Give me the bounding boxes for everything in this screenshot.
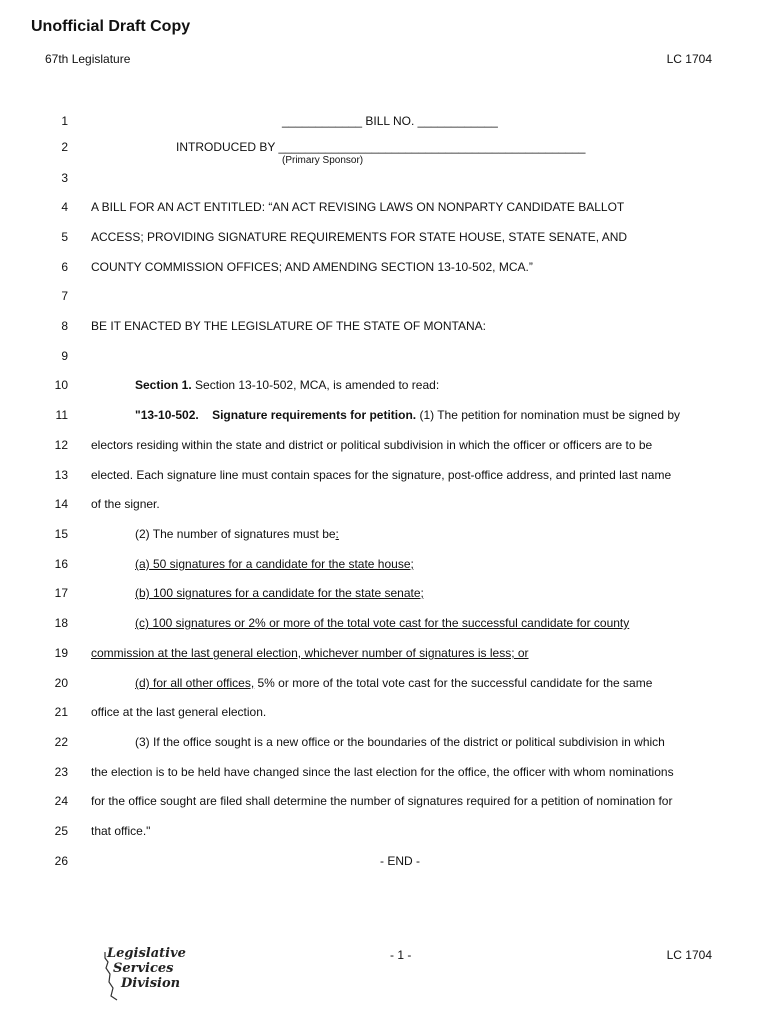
line-number: 13 bbox=[54, 468, 68, 482]
lc-number-header: LC 1704 bbox=[666, 52, 712, 66]
line-number: 24 bbox=[54, 794, 68, 808]
line-number: 20 bbox=[54, 676, 68, 690]
line-number: 1 bbox=[61, 114, 68, 128]
legislative-services-logo bbox=[97, 946, 187, 1002]
line-number: 9 bbox=[61, 349, 68, 363]
bill-title-line: COUNTY COMMISSION OFFICES; AND AMENDING SECTION 13-10-502, MCA.” bbox=[91, 260, 533, 274]
inserted-text-line: commission at the last general election, whichever number of signatures is less; or bbox=[91, 646, 529, 660]
logo-line: Division bbox=[121, 976, 181, 991]
inserted-text-line: (b) 100 signatures for a candidate for the state senate; bbox=[135, 586, 424, 600]
legislature-label: 67th Legislature bbox=[45, 52, 131, 66]
statute-line: electors residing within the state and district or political subdivision in which the officer or officers are to be bbox=[91, 438, 653, 452]
statute-line: that office." bbox=[91, 824, 151, 838]
primary-sponsor-caption: (Primary Sponsor) bbox=[282, 155, 364, 166]
section-heading bbox=[135, 378, 439, 392]
line-number: 18 bbox=[54, 616, 68, 630]
statute-text: 5% or more of the total vote cast for the successful candidate for the same bbox=[254, 676, 653, 690]
statute-line: office at the last general election. bbox=[91, 705, 267, 719]
line-number: 25 bbox=[54, 824, 68, 838]
statute-line: (3) If the office sought is a new office or the boundaries of the district or political subdivision in which bbox=[135, 735, 665, 749]
inserted-colon: : bbox=[335, 527, 339, 541]
statute-line: of the signer. bbox=[91, 497, 160, 511]
introduced-by-line: INTRODUCED BY ______________________________________________ bbox=[176, 140, 586, 154]
line-number: 21 bbox=[54, 705, 68, 719]
bill-title-line: ACCESS; PROVIDING SIGNATURE REQUIREMENTS FOR STATE HOUSE, STATE SENATE, AND bbox=[91, 230, 628, 244]
line-number: 12 bbox=[54, 438, 68, 452]
bill-title-line: A BILL FOR AN ACT ENTITLED: “AN ACT REVISING LAWS ON NONPARTY CANDIDATE BALLOT bbox=[91, 200, 625, 214]
line-number: 19 bbox=[54, 646, 68, 660]
line-number: 3 bbox=[61, 171, 68, 185]
line-number: 6 bbox=[61, 260, 68, 274]
statute-line bbox=[135, 408, 680, 422]
section-label: Section 1. bbox=[135, 378, 192, 392]
subsection-2-text: (2) The number of signatures must be bbox=[135, 527, 336, 541]
line-number: 8 bbox=[61, 319, 68, 333]
statute-line: for the office sought are filed shall determine the number of signatures required for a petition of nomination for bbox=[91, 794, 673, 808]
line-number: 15 bbox=[54, 527, 68, 541]
line-number: 10 bbox=[54, 378, 68, 392]
statute-line: the election is to be held have changed since the last election for the office, the officer with whom nominations bbox=[91, 765, 674, 779]
line-number: 16 bbox=[54, 557, 68, 571]
line-number: 14 bbox=[54, 497, 68, 511]
statute-code: "13-10-502. bbox=[135, 408, 199, 422]
inserted-text-line: (c) 100 signatures or 2% or more of the total vote cast for the successful candidate for county bbox=[135, 616, 630, 630]
inserted-text: (d) for all other offices, bbox=[135, 676, 255, 690]
line-number: 23 bbox=[54, 765, 68, 779]
statute-text: (1) The petition for nomination must be signed by bbox=[416, 408, 681, 422]
statute-line bbox=[135, 676, 652, 690]
line-number: 7 bbox=[61, 289, 68, 303]
line-number: 2 bbox=[61, 140, 68, 154]
page-number: - 1 - bbox=[390, 948, 412, 962]
section-text: Section 13-10-502, MCA, is amended to read: bbox=[191, 378, 440, 392]
statute-line bbox=[135, 527, 339, 541]
statute-heading: Signature requirements for petition. bbox=[212, 408, 417, 422]
end-marker: - END - bbox=[380, 854, 420, 868]
logo-line: Legislative bbox=[107, 946, 186, 961]
logo-line: Services bbox=[113, 961, 174, 976]
logo-text bbox=[107, 946, 186, 991]
line-number: 17 bbox=[54, 586, 68, 600]
document-title: Unofficial Draft Copy bbox=[31, 18, 191, 35]
bill-number-line: ____________ BILL NO. ____________ bbox=[282, 114, 498, 128]
enacting-clause: BE IT ENACTED BY THE LEGISLATURE OF THE STATE OF MONTANA: bbox=[91, 319, 486, 333]
line-number: 26 bbox=[54, 854, 68, 868]
lc-number-footer: LC 1704 bbox=[666, 948, 712, 962]
line-number: 11 bbox=[55, 408, 68, 422]
line-number: 5 bbox=[61, 230, 68, 244]
line-number: 22 bbox=[54, 735, 68, 749]
line-number: 4 bbox=[61, 200, 68, 214]
statute-line: elected. Each signature line must contain spaces for the signature, post-office address, and printed last name bbox=[91, 468, 672, 482]
inserted-text-line: (a) 50 signatures for a candidate for the state house; bbox=[135, 557, 414, 571]
